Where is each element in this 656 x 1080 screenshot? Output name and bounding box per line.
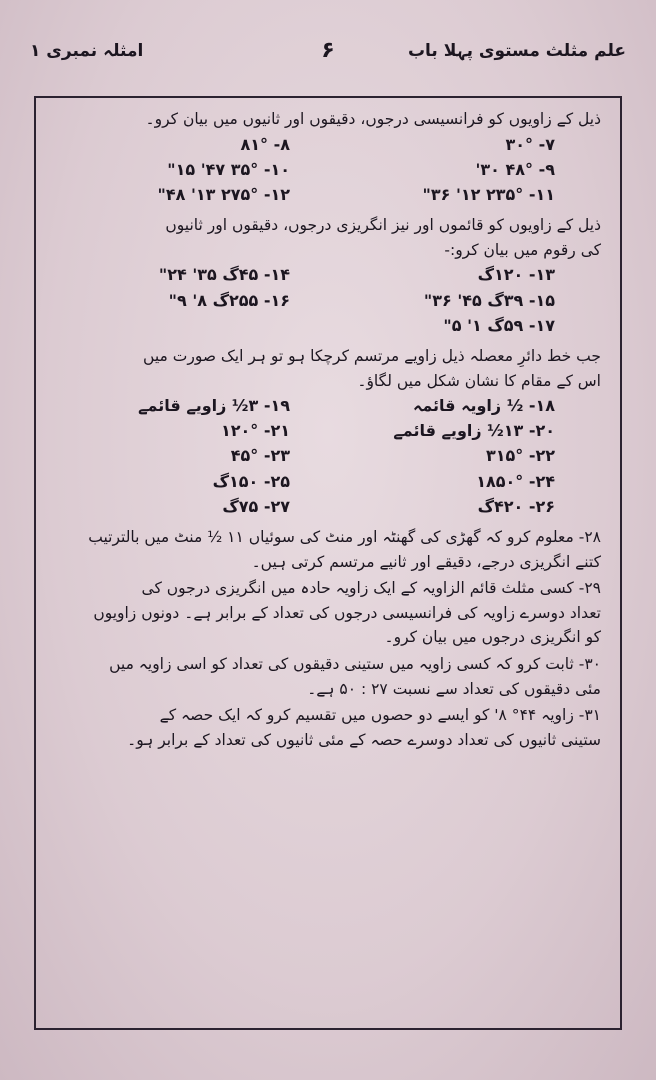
- problem: ۱۶- ۲۵۵گ ۸' ۹": [168, 290, 290, 310]
- problem: ۲۷- ۷۵گ: [222, 496, 290, 516]
- problem: ۱۳- ۱۲۰گ: [477, 265, 555, 285]
- problem: ۱۵- ۳۹گ ۴۵' ۳۶": [423, 290, 555, 310]
- page-header: [30, 40, 626, 72]
- instruction-3-cont: اس کے مقام کا نشان شکل میں لگاؤ۔: [357, 371, 601, 390]
- problem-29-cont2: کو انگریزی درجوں میں بیان کرو۔: [384, 628, 601, 647]
- problem: ۱۱- ۲۳۵° ۱۲' ۳۶": [422, 184, 555, 204]
- problem: ۲۶- ۴۲۰گ: [477, 496, 555, 516]
- problem-row: [40, 497, 615, 516]
- problem-row: [40, 446, 615, 465]
- problem-row: [40, 316, 615, 335]
- problem: ۷- ۳۰°: [505, 134, 555, 154]
- problem-row: [40, 472, 615, 491]
- problem: ۸- ۸۱°: [240, 134, 290, 154]
- problem: ۲۴- ۱۸۵۰°: [476, 471, 555, 491]
- section-label: امثلہ نمبری ۱: [30, 41, 144, 61]
- exercise-content: [40, 102, 615, 749]
- problem: ۲۰- ۱۳½ زاویے قائمے: [393, 421, 555, 441]
- problem: ۱۲- ۲۷۵° ۱۳' ۴۸": [157, 184, 290, 204]
- problem-30: ۳۰- ثابت کرو کہ کسی زاویہ میں ستینی دقیقوں کی تعداد کو اسی زاویہ میں: [109, 655, 601, 673]
- problem-28: ۲۸- معلوم کرو کہ گھڑی کی گھنٹہ اور منٹ کی سوئیاں ۱۱ ½ منٹ میں بالترتیب: [88, 528, 601, 547]
- problem-row: [40, 265, 615, 284]
- problem-row: [40, 396, 615, 415]
- problem-row: [40, 160, 615, 179]
- problem-29: ۲۹- کسی مثلث قائم الزاویہ کے ایک زاویہ حادہ میں انگریزی درجوں کی: [141, 579, 601, 598]
- problem: ۲۳- ۴۵°: [230, 446, 290, 466]
- problem-28-cont: کتنے انگریزی درجے، دقیقے اور ثانیے مرتسم کرتی ہیں۔: [251, 552, 601, 571]
- problem: ۲۵- ۱۵۰گ: [212, 471, 290, 491]
- problem: [60, 316, 290, 335]
- problem: ۱۰- ۳۵° ۴۷' ۱۵": [167, 159, 290, 179]
- problem-31: ۳۱- زاویہ ۴۴° ۸' کو ایسے دو حصوں میں تقسیم کرو کہ ایک حصہ کے: [159, 706, 601, 725]
- problem-row: [40, 421, 615, 440]
- instruction-2: ذیل کے زاویوں کو قائموں اور نیز انگریزی درجوں، دقیقوں اور ثانیوں: [165, 216, 601, 235]
- problem: ۲۱- ۱۲۰°: [220, 421, 290, 441]
- problem-29-cont: تعداد دوسرے زاویہ کی فرانسیسی درجوں کی تعداد کے برابر ہے۔ دونوں زاویوں: [93, 603, 601, 622]
- problem-row: [40, 291, 615, 310]
- problem: ۱۷- ۵۹گ ۱' ۵": [443, 315, 555, 335]
- problem-31-cont: ستینی ثانیوں کی تعداد دوسرے حصہ کے مئی ثانیوں کی تعداد کے برابر ہو۔: [127, 730, 601, 749]
- problem: ۱۴- ۴۵گ ۳۵' ۲۴": [158, 265, 290, 285]
- instruction-1: ذیل کے زاویوں کو فرانسیسی درجوں، دقیقوں اور ثانیوں میں بیان کرو۔: [145, 110, 601, 128]
- problem: ۱۸- ½ زاویہ قائمہ: [412, 396, 555, 416]
- problem-row: [40, 185, 615, 204]
- instruction-3: جب خط دائرِ معصلہ ذیل زاویے مرتسم کرچکا ہو تو ہر ایک صورت میں: [143, 346, 601, 365]
- instruction-2-cont: کی رقوم میں بیان کرو:-: [444, 240, 601, 259]
- problem: ۹- ۴۸° ۳۰': [475, 159, 555, 179]
- problem: ۲۲- ۳۱۵°: [485, 446, 555, 466]
- running-title: علم مثلث مستوی پہلا باب: [407, 41, 626, 61]
- problem: ۱۹- ۳½ زاویے قائمے: [138, 396, 290, 416]
- problem-30-cont: مئی دقیقوں کی تعداد سے نسبت ۲۷ : ۵۰ ہے۔: [307, 679, 601, 698]
- page-number: ۶: [321, 38, 335, 63]
- problem-row: [40, 135, 615, 154]
